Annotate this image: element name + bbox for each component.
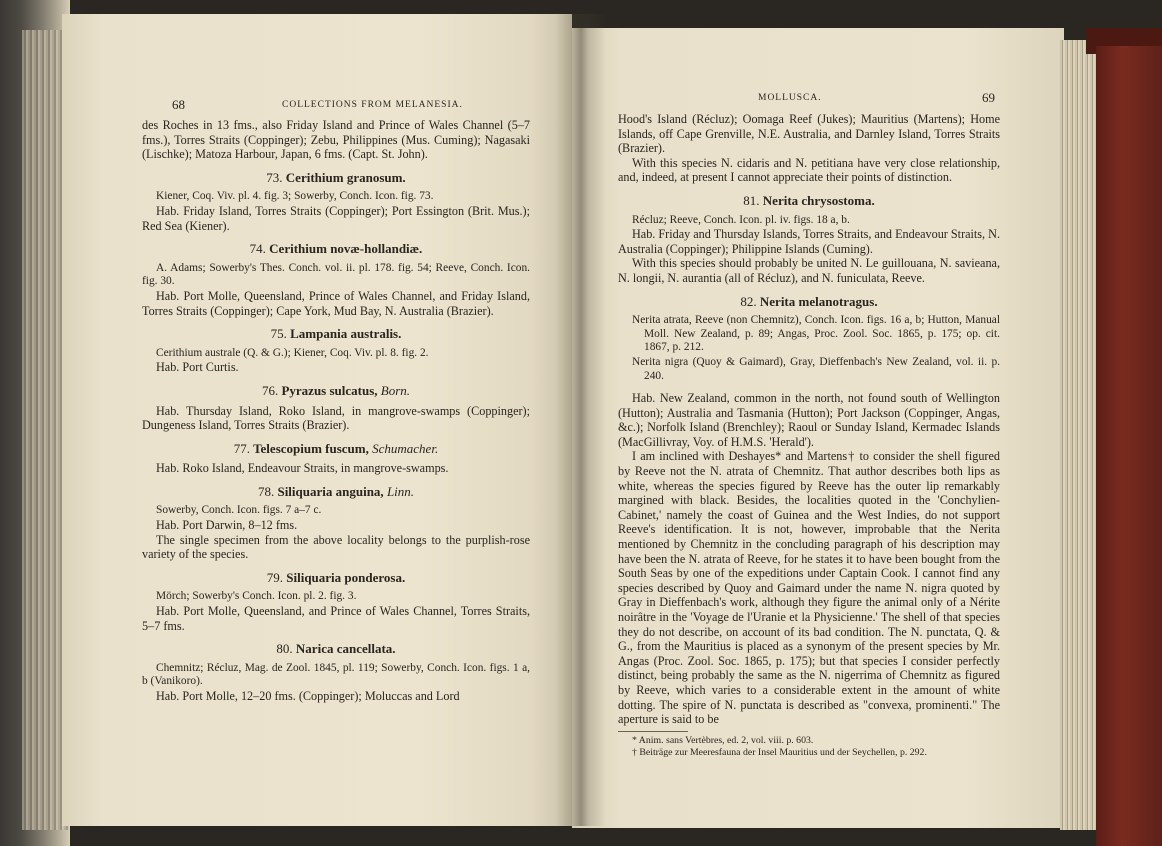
left-text-column (142, 118, 530, 704)
synonymy-line: A. Adams; Sowerby's Thes. Conch. vol. ii. pl. 178. fig. 54; Reeve, Conch. Icon. fig. 30. (142, 261, 530, 288)
body-paragraph: Hab. Port Molle, Queensland, Prince of Wales Channel, and Friday Island, Torres Straits (Coppinger); Cape York, Mud Bay, N. Australia (Brazier). (142, 288, 530, 318)
body-paragraph: Hab. Port Curtis. (156, 360, 239, 375)
species-heading (142, 171, 530, 186)
species-heading (142, 242, 530, 257)
species-author: Linn. (386, 483, 415, 499)
page-edges-right (1060, 40, 1100, 830)
species-heading (142, 384, 530, 399)
body-paragraph: Hab. Port Darwin, 8–12 fms. (156, 518, 298, 533)
species-heading (142, 642, 530, 657)
synonymy-line: Mörch; Sowerby's Conch. Icon. pl. 2. fig. 3. (156, 590, 357, 603)
footnote-rule (618, 731, 688, 732)
species-number: 78. (257, 483, 275, 499)
species-number: 79. (266, 569, 284, 585)
species-author: Schumacher. (372, 440, 439, 456)
spacer (618, 384, 1000, 391)
body-paragraph: Hood's Island (Récluz); Oomaga Reef (Jukes); Mauritius (Martens); Home Islands, off Cape Grenville, N.E. Australia, and Darnley Island, Torres Straits (Brazier). (618, 112, 1000, 156)
species-number: 81. (743, 192, 760, 208)
synonymy-line: Cerithium australe (Q. & G.); Kiener, Coq. Viv. pl. 8. fig. 2. (156, 346, 429, 359)
body-paragraph: The single specimen from the above locality belongs to the purplish-rose variety of the species. (142, 532, 530, 562)
body-paragraph: With this species N. cidaris and N. petitiana have very close relationship, and, indeed, at present I cannot appreciate their points of distinction. (618, 155, 1000, 185)
body-paragraph: Hab. New Zealand, common in the north, not found south of Wellington (Hutton); Australia and Tasmania (Hutton); Port Jackson (Coppinger, Angas, &c.); Norfolk Island (Brenchley); Raoul or Sunday Island, Kermadec Islands (MacGillivray, Voy. of H.M.S. 'Herald'). (618, 391, 1000, 449)
body-paragraph: Hab. Thursday Island, Roko Island, in mangrove-swamps (Coppinger); Dungeness Island, Torres Straits (Brazier). (142, 403, 530, 433)
synonymy-line: Récluz; Reeve, Conch. Icon. pl. iv. figs. 18 a, b. (632, 213, 850, 226)
body-paragraph: des Roches in 13 fms., also Friday Island and Prince of Wales Channel (5–7 fms.), Torres Straits (Coppinger); Zebu, Philippines (Mus. Cuming); Nagasaki (Lischke); Matoza Harbour, Japan, 6 fms. (Capt. St. John). (142, 118, 530, 162)
species-heading (142, 571, 530, 586)
synonymy-line: Sowerby, Conch. Icon. figs. 7 a–7 c. (156, 504, 322, 517)
species-number: 80. (276, 641, 293, 657)
synonymy-line: Nerita atrata, Reeve (non Chemnitz), Conch. Icon. figs. 16 a, b; Hutton, Manual Moll. New Zealand, p. 89; Angas, Proc. Zool. Soc. 1865, p. 175; op. cit. 1867, p. 212. (632, 314, 1000, 354)
species-name: Cerithium novæ-hollandiæ. (269, 241, 423, 257)
species-number: 77. (233, 440, 251, 456)
species-author: Born. (380, 382, 411, 398)
species-heading (142, 485, 530, 500)
right-page-number: 69 (982, 90, 995, 105)
species-number: 82. (740, 293, 757, 309)
species-heading (142, 442, 530, 457)
synonymy-line: Nerita nigra (Quoy & Gaimard), Gray, Dieffenbach's New Zealand, vol. ii. p. 240. (632, 355, 1000, 382)
species-name: Siliquaria anguina, (277, 483, 384, 499)
species-name: Nerita melanotragus. (759, 293, 878, 309)
species-heading (142, 327, 530, 342)
synonymy-line: Kiener, Coq. Viv. pl. 4. fig. 3; Sowerby, Conch. Icon. fig. 73. (156, 190, 434, 203)
body-paragraph: Hab. Roko Island, Endeavour Straits, in mangrove-swamps. (156, 461, 449, 476)
footnote: * Anim. sans Vertèbres, ed. 2, vol. viii. p. 603. (632, 734, 814, 746)
species-name: Nerita chrysostoma. (762, 192, 875, 208)
species-number: 73. (266, 169, 283, 185)
book-gutter (556, 14, 606, 826)
body-paragraph: Hab. Friday Island, Torres Straits (Coppinger); Port Essington (Brit. Mus.); Red Sea (Kiener). (142, 203, 530, 233)
species-heading (618, 295, 1000, 310)
body-paragraph: Hab. Port Molle, Queensland, and Prince of Wales Channel, Torres Straits, 5–7 fms. (142, 604, 530, 633)
species-number: 74. (249, 241, 266, 257)
left-running-head: COLLECTIONS FROM MELANESIA. (282, 100, 463, 110)
left-page-number: 68 (172, 97, 185, 112)
right-text-column (618, 112, 1000, 759)
book-cover-right (1096, 46, 1162, 846)
footnote: † Beiträge zur Meeresfauna der Insel Mauritius und der Seychellen, p. 292. (632, 746, 927, 758)
species-name: Lampania australis. (290, 326, 402, 342)
body-paragraph: Hab. Port Molle, 12–20 fms. (Coppinger); Moluccas and Lord (156, 689, 460, 703)
body-paragraph: With this species should probably be united N. Le guillouana, N. savieana, N. longii, N. aurantia (all of Récluz), and N. funiculata, Reeve. (618, 256, 1000, 285)
species-name: Telescopium fuscum, (253, 440, 369, 456)
body-paragraph: Hab. Friday and Thursday Islands, Torres Straits, and Endeavour Straits, N. Australia (Coppinger); Philippine Islands (Cuming). (618, 227, 1000, 256)
right-running-head: MOLLUSCA. (758, 93, 822, 103)
species-heading (618, 194, 1000, 209)
species-name: Cerithium granosum. (285, 169, 406, 185)
species-name: Siliquaria ponderosa. (286, 569, 406, 585)
species-number: 75. (270, 326, 287, 342)
species-name: Narica cancellata. (295, 641, 396, 657)
synonymy-line: Chemnitz; Récluz, Mag. de Zool. 1845, pl. 119; Sowerby, Conch. Icon. figs. 1 a, b (Vanikoro). (142, 661, 530, 688)
species-number: 76. (261, 382, 279, 398)
body-paragraph: I am inclined with Deshayes* and Martens† to consider the shell figured by Reeve not the N. atrata of Chemnitz. That author describes both lips as white, whereas the species figured by Reeve has the outer lip remarkably margined with black. Besides, the localities quoted in the 'Conchylien-Cabinet,' namely the coast of Guinea and the West Indies, do not support Reeve's identification. It is not, however, improbable that the Nerita mentioned by Chemnitz in the concluding paragraph of his description may have been the N. atrata of Reeve, for he states it to have been bought from the South Seas by one of the expeditions under Captain Cook. I cannot find any species described by Quoy and Gaimard under the name N. nigra quoted by Gray in Dieffenbach's work, although they figure the animal only of a Nérite noirâtre in the 'Voyage de l'Uranie et la Physicienne.' The shell of that species they do not describe, on account of its bad condition. The N. punctata, Q. & G., from the Mauritius is placed as a synonym of the present species by Mr. Angas (Proc. Zool. Soc. 1865, p. 175); but that species I consider perfectly distinct, being probably the same as the N. nigerrima of Chemnitz as figured by Reeve, which varies to a considerable extent in the amount of white dotting. The spire of N. punctata is described as "convexa, prominenti." The aperture is said to be (618, 449, 1000, 727)
species-name: Pyrazus sulcatus, (281, 382, 378, 398)
